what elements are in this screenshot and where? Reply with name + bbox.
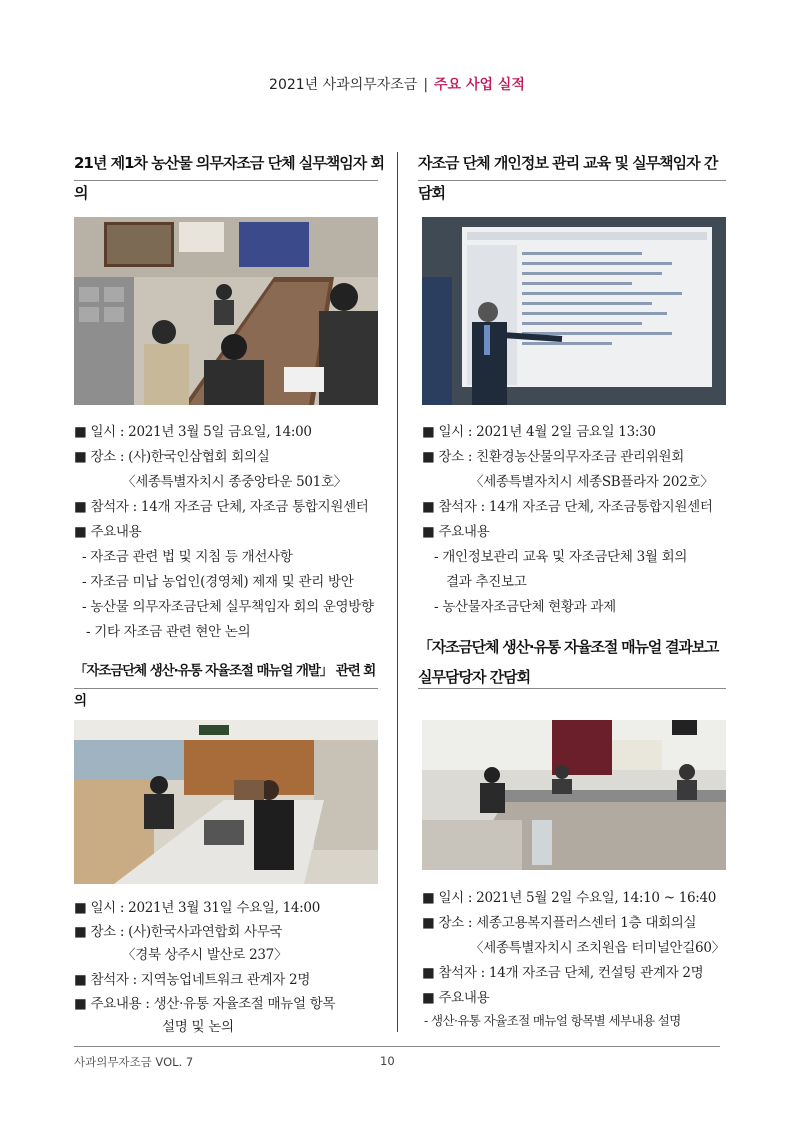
info-content-continued: 설명 및 논의 [162, 1019, 234, 1035]
section-4-info [422, 886, 732, 1036]
info-content-item: - 개인정보관리 교육 및 자조금단체 3월 회의 [434, 549, 688, 565]
section-4-title-line: 「자조금단체 생산·유통 자율조절 매뉴얼 결과보고 [418, 638, 719, 656]
info-content-item-continued: 결과 추진보고 [446, 574, 527, 590]
section-4-title [418, 632, 734, 692]
footer-rule [74, 1046, 720, 1047]
section-3-title [74, 656, 386, 716]
info-content-heading: ■ 주요내용 [422, 524, 490, 540]
section-3-title-rule [74, 688, 378, 689]
info-date: ■ 일시 : 2021년 5월 2일 수요일, 14:10 ~ 16:40 [422, 890, 717, 906]
conference-room-photo [74, 217, 378, 405]
section-2-title-line: 자조금 단체 개인정보 관리 교육 및 실무책임자 간담회 [418, 154, 718, 202]
section-1-title-line: 21년 제1차 농산물 의무자조금 단체 실무책임자 회의 [74, 154, 384, 202]
info-place: ■ 장소 : 세종고용복지플러스센터 1층 대회의실 [422, 915, 697, 931]
info-content-item: - 자조금 미납 농업인(경영체) 제재 및 관리 방안 [82, 574, 354, 590]
info-content-item: - 기타 자조금 관련 현안 논의 [86, 624, 251, 640]
meeting-hall-photo [422, 720, 726, 870]
info-address: 〈세종특별자치시 세종SB플라자 202호〉 [470, 474, 714, 490]
header-section-name: 주요 사업 실적 [434, 77, 525, 93]
footer-publication: 사과의무자조금 VOL. 7 [74, 1055, 194, 1069]
page-number: 10 [380, 1054, 395, 1068]
info-address: 〈경북 상주시 발산로 237〉 [122, 947, 288, 963]
office-meeting-photo [74, 720, 378, 884]
info-attendees: ■ 참석자 : 14개 자조금 단체, 자조금 통합지원센터 [74, 499, 369, 515]
info-date: ■ 일시 : 2021년 3월 5일 금요일, 14:00 [74, 424, 312, 440]
info-date: ■ 일시 : 2021년 4월 2일 금요일 13:30 [422, 424, 656, 440]
info-date: ■ 일시 : 2021년 3월 31일 수요일, 14:00 [74, 900, 320, 916]
presentation-photo [422, 217, 726, 405]
section-2-title-rule [418, 180, 726, 181]
info-address: 〈세종특별자치시 조치원읍 터미널안길60〉 [470, 940, 725, 956]
info-attendees: ■ 참석자 : 14개 자조금 단체, 컨설팅 관계자 2명 [422, 965, 704, 981]
info-address: 〈세종특별자치시 종중앙타운 501호〉 [122, 474, 347, 490]
section-1-title-rule [74, 180, 378, 181]
info-attendees: ■ 참석자 : 지역농업네트워크 관계자 2명 [74, 972, 311, 988]
section-3-info [74, 896, 384, 1036]
info-content-item: - 농산물 의무자조금단체 실무책임자 회의 운영방향 [82, 599, 374, 615]
section-4-title-line: 실무담당자 간담회 [418, 668, 531, 686]
section-4-title-rule [418, 688, 726, 689]
info-place: ■ 장소 : (사)한국사과연합회 사무국 [74, 924, 283, 940]
info-place: ■ 장소 : (사)한국인삼협회 회의실 [74, 449, 270, 465]
info-content-heading: ■ 주요내용 [422, 990, 490, 1006]
info-content-item: - 농산물자조금단체 현황과 과제 [434, 599, 616, 615]
header-publication: 2021년 사과의무자조금 [269, 77, 418, 93]
info-content: ■ 주요내용 : 생산·유통 자율조절 매뉴얼 항목 [74, 996, 336, 1012]
info-content-item: - 생산·유통 자율조절 매뉴얼 항목별 세부내용 설명 [424, 1013, 681, 1028]
info-place: ■ 장소 : 친환경농산물의무자조금 관리위원회 [422, 449, 685, 465]
page-header [0, 74, 794, 94]
section-2-title [418, 148, 728, 208]
info-content-heading: ■ 주요내용 [74, 524, 142, 540]
header-separator: | [423, 77, 429, 93]
section-1-info [74, 420, 384, 650]
column-divider [397, 152, 398, 1032]
info-content-item: - 자조금 관련 법 및 지침 등 개선사항 [82, 549, 293, 565]
section-3-title-line: 「자조금단체 생산·유통 자율조절 매뉴얼 개발」 관련 회의 [74, 663, 376, 709]
section-1-title [74, 148, 384, 208]
section-2-info [422, 420, 732, 620]
info-attendees: ■ 참석자 : 14개 자조금 단체, 자조금통합지원센터 [422, 499, 713, 515]
